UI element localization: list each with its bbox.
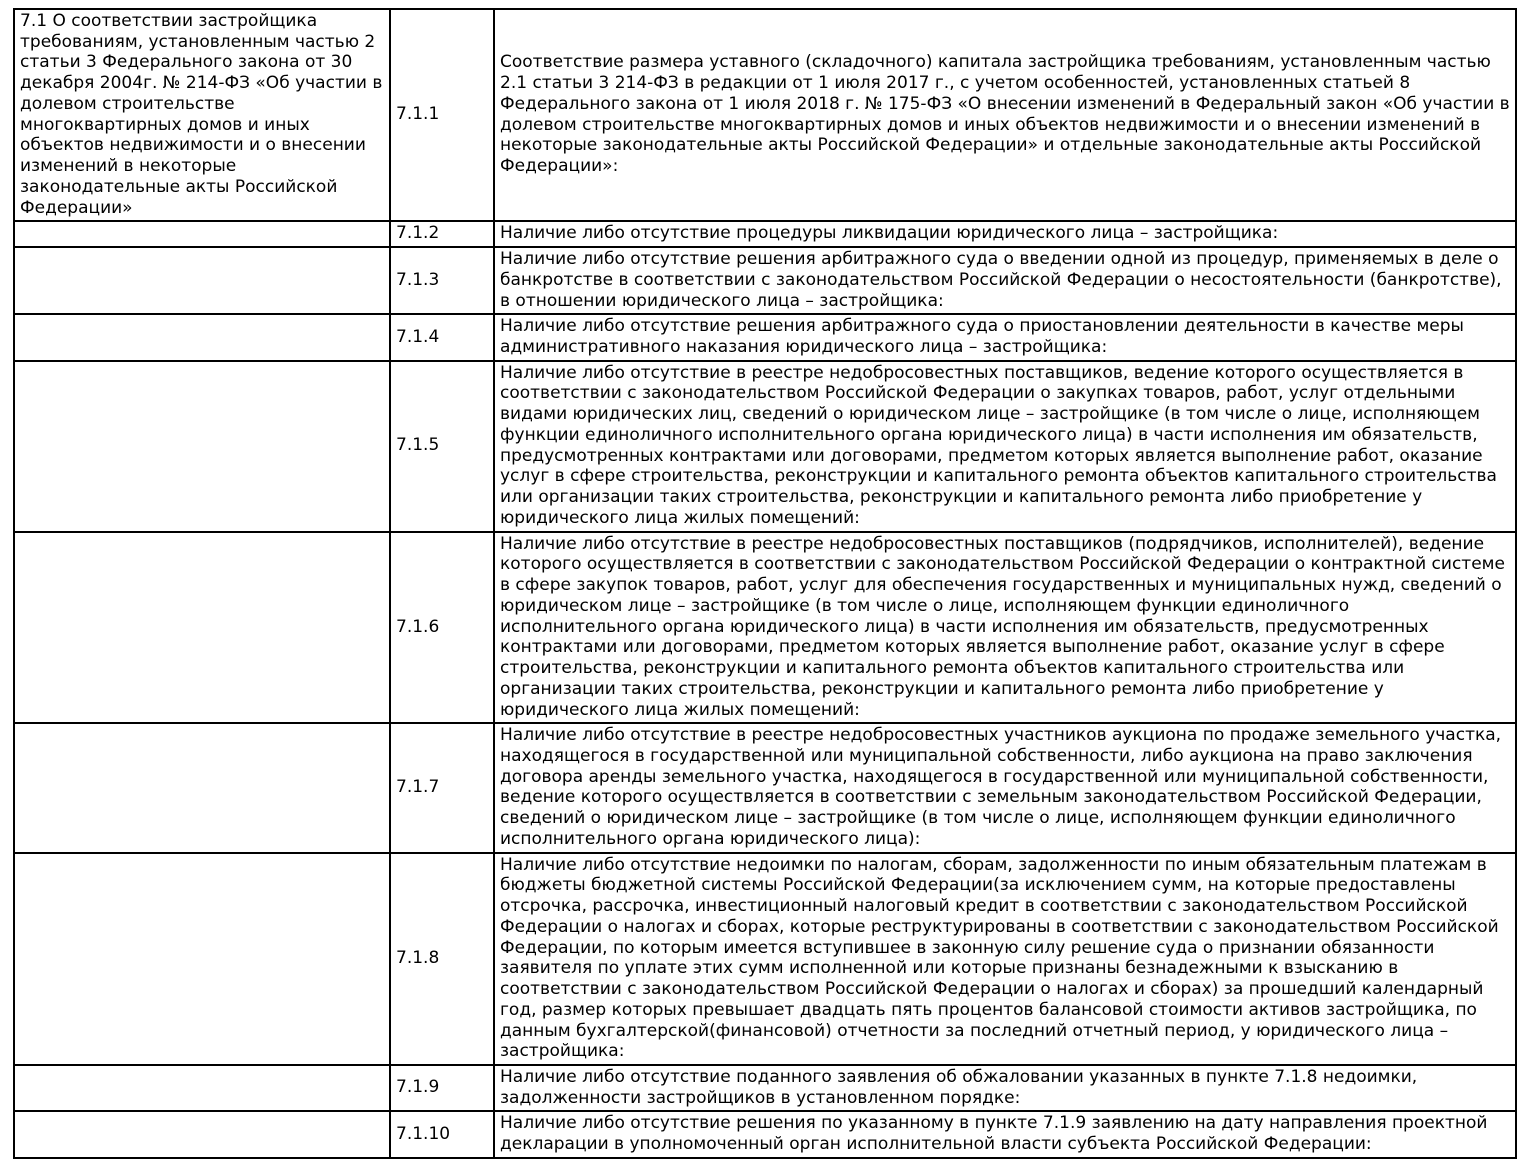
section-empty-cell bbox=[14, 247, 390, 314]
table-row bbox=[14, 314, 1516, 360]
item-description: Наличие либо отсутствие в реестре недобросовестных участников аукциона по продаже земельного участка, находящегося в государственной или муниципальной собственности, либо аукциона на право заключения договора аренды земельного участка, находящегося в государственной или муниципальной собственности, ведение которого осуществляется в соответствии с земельным законодательством Российской Федерации, сведений о юридическом лице – застройщике (в том числе о лице, исполняющем функции единоличного исполнительного органа юридического лица): bbox=[494, 723, 1516, 852]
item-number: 7.1.2 bbox=[390, 221, 494, 247]
section-empty-cell bbox=[14, 221, 390, 247]
requirements-table bbox=[13, 8, 1517, 1159]
table-row bbox=[14, 1111, 1516, 1157]
item-number: 7.1.8 bbox=[390, 853, 494, 1065]
section-empty-cell bbox=[14, 361, 390, 532]
item-number: 7.1.7 bbox=[390, 723, 494, 852]
item-description: Наличие либо отсутствие решения арбитражного суда о введении одной из процедур, применяемых в деле о банкротстве в соответствии с законодательством Российской Федерации о несостоятельности (банкротстве), в отношении юридического лица – застройщика: bbox=[494, 247, 1516, 314]
section-title-cell: 7.1 О соответствии застройщика требованиям, установленным частью 2 статьи 3 Федерального закона от 30 декабря 2004г. № 214-ФЗ «Об участии в долевом строительстве многоквартирных домов и иных объектов недвижимости и о внесении изменений в некоторые законодательные акты Российской Федерации» bbox=[14, 9, 390, 221]
table-row bbox=[14, 1065, 1516, 1111]
section-empty-cell bbox=[14, 1065, 390, 1111]
item-description: Соответствие размера уставного (складочного) капитала застройщика требованиям, установленным частью 2.1 статьи 3 214-ФЗ в редакции от 1 июля 2017 г., с учетом особенностей, установленных статьей 8 Федерального закона от 1 июля 2018 г. № 175-ФЗ «О внесении изменений в Федеральный закон «Об участии в долевом строительстве многоквартирных домов и иных объектов недвижимости и о внесении изменений в некоторые законодательные акты Российской Федерации» и отдельные законодательные акты Российской Федерации»: bbox=[494, 9, 1516, 221]
item-number: 7.1.9 bbox=[390, 1065, 494, 1111]
item-description: Наличие либо отсутствие процедуры ликвидации юридического лица – застройщика: bbox=[494, 221, 1516, 247]
table-row bbox=[14, 361, 1516, 532]
item-number: 7.1.6 bbox=[390, 532, 494, 724]
table-row bbox=[14, 532, 1516, 724]
table-row bbox=[14, 723, 1516, 852]
section-empty-cell bbox=[14, 532, 390, 724]
item-number: 7.1.5 bbox=[390, 361, 494, 532]
table-row bbox=[14, 221, 1516, 247]
table-row bbox=[14, 9, 1516, 221]
item-description: Наличие либо отсутствие решения по указанному в пункте 7.1.9 заявлению на дату направления проектной декларации в уполномоченный орган исполнительной власти субъекта Российской Федерации: bbox=[494, 1111, 1516, 1157]
item-number: 7.1.3 bbox=[390, 247, 494, 314]
item-description: Наличие либо отсутствие в реестре недобросовестных поставщиков (подрядчиков, исполнителей), ведение которого осуществляется в соответствии с законодательством Российской Федерации о контрактной системе в сфере закупок товаров, работ, услуг для обеспечения государственных и муниципальных нужд, сведений о юридическом лице – застройщике (в том числе о лице, исполняющем функции единоличного исполнительного органа юридического лица) в части исполнения им обязательств, предусмотренных контрактами или договорами, предметом которых является выполнение работ, оказание услуг в сфере строительства, реконструкции и капитального ремонта объектов капитального строительства или организации таких строительства, реконструкции и капитального ремонта либо приобретение у юридического лица жилых помещений: bbox=[494, 532, 1516, 724]
item-description: Наличие либо отсутствие в реестре недобросовестных поставщиков, ведение которого осуществляется в соответствии с законодательством Российской Федерации о закупках товаров, работ, услуг отдельными видами юридических лиц, сведений о юридическом лице – застройщике (в том числе о лице, исполняющем функции единоличного исполнительного органа юридического лица) в части исполнения им обязательств, предусмотренных контрактами или договорами, предметом которых является выполнение работ, оказание услуг в сфере строительства, реконструкции и капитального ремонта объектов капитального строительства или организации таких строительства, реконструкции и капитального ремонта либо приобретение у юридического лица жилых помещений: bbox=[494, 361, 1516, 532]
section-empty-cell bbox=[14, 723, 390, 852]
item-number: 7.1.1 bbox=[390, 9, 494, 221]
section-empty-cell bbox=[14, 1111, 390, 1157]
section-empty-cell bbox=[14, 853, 390, 1065]
item-number: 7.1.10 bbox=[390, 1111, 494, 1157]
item-description: Наличие либо отсутствие поданного заявления об обжаловании указанных в пункте 7.1.8 недоимки, задолженности застройщиков в установленном порядке: bbox=[494, 1065, 1516, 1111]
table-row bbox=[14, 853, 1516, 1065]
section-empty-cell bbox=[14, 314, 390, 360]
item-description: Наличие либо отсутствие решения арбитражного суда о приостановлении деятельности в качестве меры административного наказания юридического лица – застройщика: bbox=[494, 314, 1516, 360]
item-description: Наличие либо отсутствие недоимки по налогам, сборам, задолженности по иным обязательным платежам в бюджеты бюджетной системы Российской Федерации(за исключением сумм, на которые предоставлены отсрочка, рассрочка, инвестиционный налоговый кредит в соответствии с законодательством Российской Федерации о налогах и сборах, которые реструктурированы в соответствии с законодательством Российской Федерации, по которым имеется вступившее в законную силу решение суда о признании обязанности заявителя по уплате этих сумм исполненной или которые признаны безнадежными к взысканию в соответствии с законодательством Российской Федерации о налогах и сборах) за прошедший календарный год, размер которых превышает двадцать пять процентов балансовой стоимости активов застройщика, по данным бухгалтерской(финансовой) отчетности за последний отчетный период, у юридического лица – застройщика: bbox=[494, 853, 1516, 1065]
table-row bbox=[14, 247, 1516, 314]
item-number: 7.1.4 bbox=[390, 314, 494, 360]
